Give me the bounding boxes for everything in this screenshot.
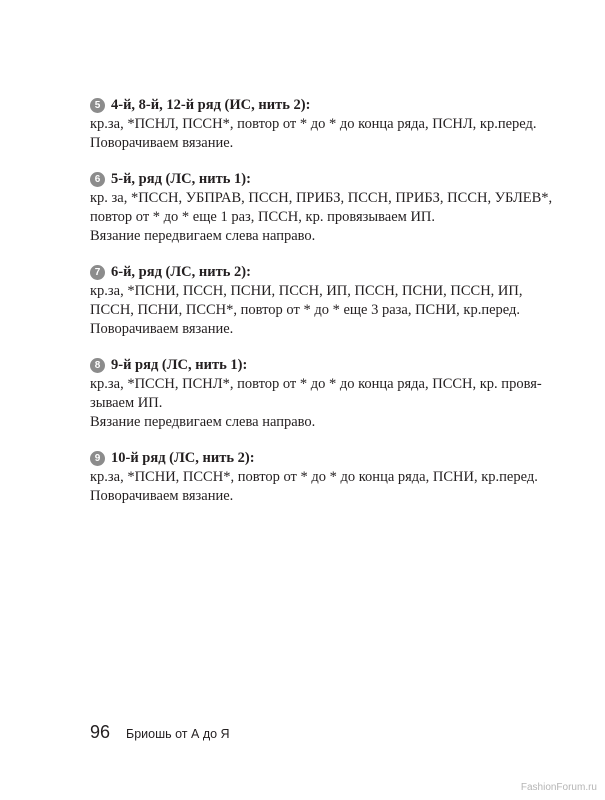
step-number-badge: 8 xyxy=(90,358,105,373)
row-instruction-section xyxy=(90,263,560,339)
instruction-line: кр.за, *ПСНИ, ПССН, ПСНИ, ПССН, ИП, ПССН, ПСНИ, ПССН, ИП, xyxy=(90,283,523,299)
instruction-line: кр. за, *ПССН, УБПРАВ, ПССН, ПРИБЗ, ПССН, ПРИБЗ, ПССН, УБЛЕВ*, xyxy=(90,190,553,206)
section-heading-text: 6-й, ряд (ЛС, нить 2): xyxy=(111,264,251,280)
section-heading-text: 9-й ряд (ЛС, нить 1): xyxy=(111,357,248,373)
instruction-line: Поворачиваем вязание. xyxy=(90,488,234,504)
instruction-line: Поворачиваем вязание. xyxy=(90,321,234,337)
section-heading xyxy=(90,356,560,375)
page-footer xyxy=(90,722,230,743)
section-heading xyxy=(90,449,560,468)
row-instruction-section xyxy=(90,96,560,153)
row-instruction-section xyxy=(90,356,560,432)
instruction-line: Вязание передвигаем слева направо. xyxy=(90,414,316,430)
page-number: 96 xyxy=(90,722,111,742)
watermark: FashionForum.ru xyxy=(520,782,597,793)
instruction-line: Вязание передвигаем слева направо. xyxy=(90,228,316,244)
step-number-badge: 5 xyxy=(90,98,105,113)
step-number-badge: 9 xyxy=(90,451,105,466)
page-content xyxy=(90,96,560,523)
section-heading xyxy=(90,263,560,282)
section-heading-text: 4-й, 8-й, 12-й ряд (ИС, нить 2): xyxy=(111,97,311,113)
row-instruction-section xyxy=(90,449,560,506)
instruction-line: кр.за, *ПСНИ, ПССН*, повтор от * до * до конца ряда, ПСНИ, кр.перед. xyxy=(90,469,538,485)
section-heading-text: 10-й ряд (ЛС, нить 2): xyxy=(111,450,255,466)
row-instruction-section xyxy=(90,170,560,246)
instruction-line: кр.за, *ПССН, ПСНЛ*, повтор от * до * до конца ряда, ПССН, кр. провя- xyxy=(90,376,542,392)
instruction-line: зываем ИП. xyxy=(90,395,163,411)
section-heading xyxy=(90,170,560,189)
instruction-line: повтор от * до * еще 1 раз, ПССН, кр. провязываем ИП. xyxy=(90,209,436,225)
section-heading xyxy=(90,96,560,115)
step-number-badge: 7 xyxy=(90,265,105,280)
step-number-badge: 6 xyxy=(90,172,105,187)
instruction-line: Поворачиваем вязание. xyxy=(90,135,234,151)
instruction-line: кр.за, *ПСНЛ, ПССН*, повтор от * до * до конца ряда, ПСНЛ, кр.перед. xyxy=(90,116,537,132)
book-title: Бриошь от А до Я xyxy=(126,727,230,741)
section-heading-text: 5-й, ряд (ЛС, нить 1): xyxy=(111,171,251,187)
instruction-line: ПССН, ПСНИ, ПССН*, повтор от * до * еще 3 раза, ПСНИ, кр.перед. xyxy=(90,302,521,318)
